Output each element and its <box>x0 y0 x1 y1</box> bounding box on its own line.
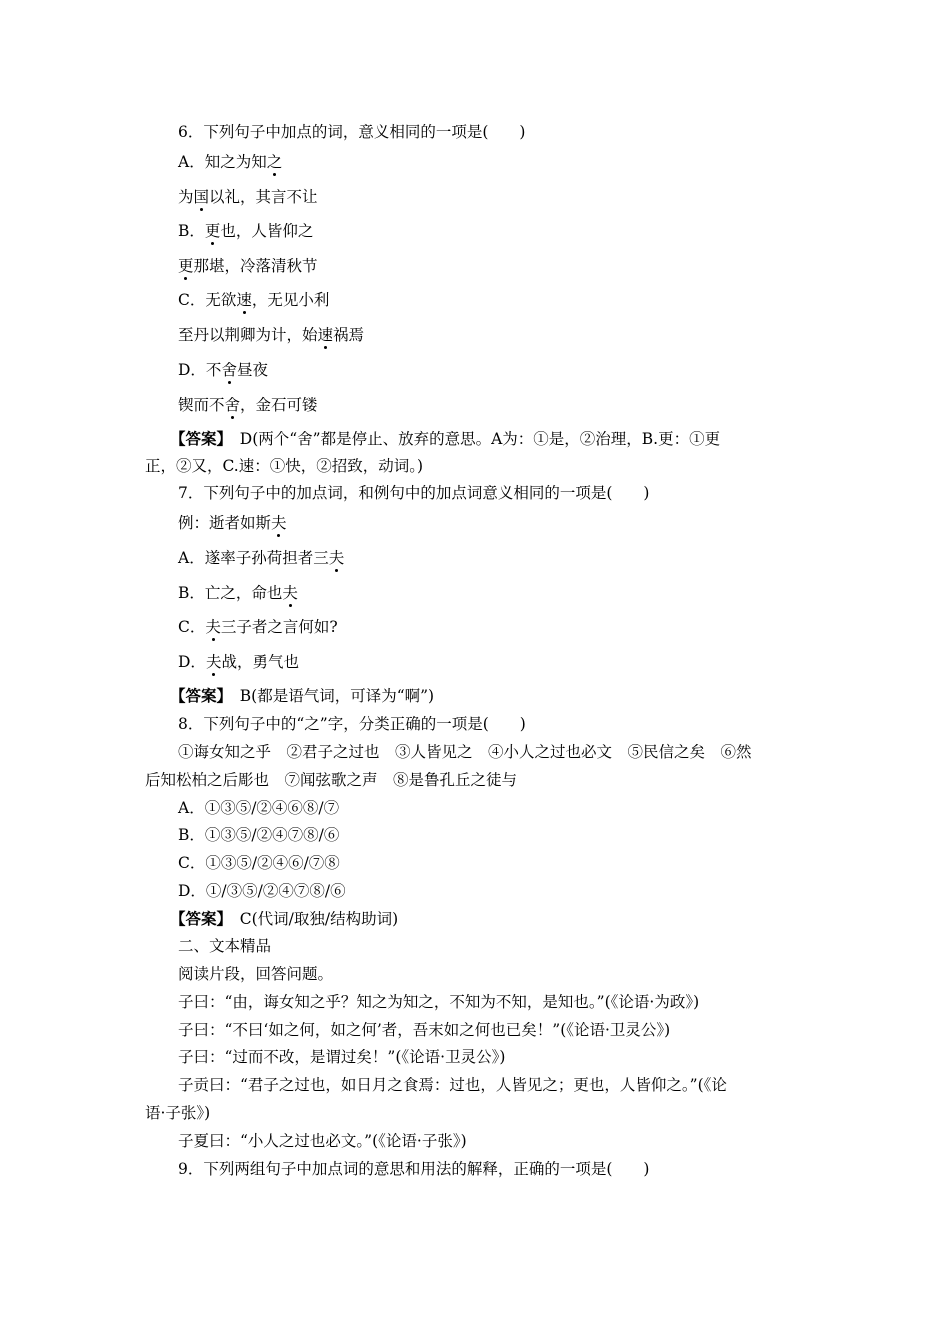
q6-option-c1 <box>178 290 329 310</box>
q6-option-b1 <box>178 221 313 241</box>
dotted-word: 夫 <box>282 584 298 602</box>
text: 那堪，冷落清秋节 <box>193 257 318 275</box>
dotted-word: 更 <box>178 257 194 275</box>
text: 例：逝者如斯 <box>178 514 272 532</box>
dotted-word: 夫 <box>328 549 345 567</box>
dotted-word: 速 <box>236 291 252 309</box>
q8-stem: 8．下列句子中的“之”字，分类正确的一项是( ) <box>178 715 526 733</box>
text: D． <box>178 653 206 671</box>
q6-answer <box>170 429 720 449</box>
passage-1: 子曰：“由，诲女知之乎？知之为知之，不知为不知，是知也。”(《论语·为政》) <box>178 993 700 1011</box>
q7-option-a <box>178 548 344 568</box>
text: B． <box>178 222 205 240</box>
section-heading: 二、文本精品 <box>178 937 272 955</box>
answer-text: D(两个“舍”都是停止、放弃的意思。A为：①是，②治理，B.更：①更 <box>224 430 721 448</box>
text: 为 <box>178 188 194 206</box>
dotted-word: 夫 <box>205 618 221 636</box>
answer-label: 【答案】 <box>170 909 225 928</box>
answer-label: 【答案】 <box>170 686 225 705</box>
text: ，无见小利 <box>251 291 330 309</box>
text: 祸焉 <box>333 326 365 344</box>
text: A．遂率子孙荷担者三 <box>178 549 329 567</box>
dotted-word: 舍 <box>224 396 241 414</box>
text: ，金石可镂 <box>240 396 318 414</box>
dotted-word: 夫 <box>271 514 287 532</box>
q6-option-c2 <box>178 325 364 345</box>
q8-option-c: C．①③⑤/②④⑥/⑦⑧ <box>178 854 340 872</box>
dotted-word: 舍 <box>221 361 237 379</box>
q7-stem: 7．下列句子中的加点词，和例句中的加点词意义相同的一项是( ) <box>178 484 650 502</box>
answer-label: 【答案】 <box>170 429 225 448</box>
q8-option-d: D．①/③⑤/②④⑦⑧/⑥ <box>178 882 346 900</box>
passage-3: 子曰：“过而不改，是谓过矣！”(《论语·卫灵公》) <box>178 1048 506 1066</box>
dotted-word: 之 <box>266 153 283 171</box>
q7-example <box>178 513 287 533</box>
dotted-word: 夫 <box>205 653 222 671</box>
q8-items-cont: 后知松柏之后彫也 ⑦闻弦歌之声 ⑧是鲁孔丘之徒与 <box>145 771 518 789</box>
passage-2: 子曰：“不曰‘如之何，如之何’者，吾末如之何也已矣！”(《论语·卫灵公》) <box>178 1021 671 1039</box>
q9-stem: 9．下列两组句子中加点词的意思和用法的解释，正确的一项是( ) <box>178 1160 650 1178</box>
text: D．不 <box>178 361 222 379</box>
q6-option-d1 <box>178 360 268 380</box>
text: B．亡之，命也 <box>178 584 283 602</box>
text: 至丹以荆卿为计，始 <box>178 326 318 344</box>
q6-option-a2 <box>178 187 318 207</box>
text: 也，人皆仰之 <box>220 222 314 240</box>
text: C． <box>178 618 206 636</box>
reading-intro: 阅读片段，回答问题。 <box>178 965 334 983</box>
q7-option-b <box>178 583 298 603</box>
q6-option-d2 <box>178 395 318 415</box>
passage-5: 子夏曰：“小人之过也必文。”(《论语·子张》) <box>178 1132 467 1150</box>
q8-option-a: A．①③⑤/②④⑥⑧/⑦ <box>178 799 340 817</box>
text: 以礼，其言不让 <box>209 188 318 206</box>
text: C．无欲 <box>178 291 237 309</box>
answer-text: B(都是语气词，可译为“啊”) <box>224 687 435 705</box>
q6-answer-cont: 正，②又，C.速：①快，②招致，动词。) <box>145 457 424 475</box>
passage-4-cont: 语·子张》) <box>145 1104 211 1122</box>
q7-answer <box>170 686 434 706</box>
answer-text: C(代词/取独/结构助词) <box>224 910 399 928</box>
passage-4: 子贡曰：“君子之过也，如日月之食焉：过也，人皆见之；更也，人皆仰之。”(《论 <box>178 1076 727 1094</box>
text: 战，勇气也 <box>221 653 299 671</box>
q7-option-c <box>178 617 338 637</box>
dotted-word: 更 <box>204 222 221 240</box>
text: 锲而不 <box>178 396 225 414</box>
text: 昼夜 <box>236 361 268 379</box>
text: A．知之为知 <box>178 153 267 171</box>
q6-option-b2 <box>178 256 318 276</box>
q8-answer <box>170 909 398 929</box>
q6-stem: 6．下列句子中加点的词，意义相同的一项是( ) <box>178 123 526 141</box>
q8-option-b: B．①③⑤/②④⑦⑧/⑥ <box>178 826 340 844</box>
dotted-word: 速 <box>317 326 334 344</box>
q7-option-d <box>178 652 299 672</box>
q6-option-a1 <box>178 152 282 172</box>
text: 三子者之言何如? <box>220 618 338 636</box>
q8-items: ①诲女知之乎 ②君子之过也 ③人皆见之 ④小人之过也必文 ⑤民信之矣 ⑥然 <box>178 743 752 761</box>
dotted-word: 国 <box>193 188 210 206</box>
